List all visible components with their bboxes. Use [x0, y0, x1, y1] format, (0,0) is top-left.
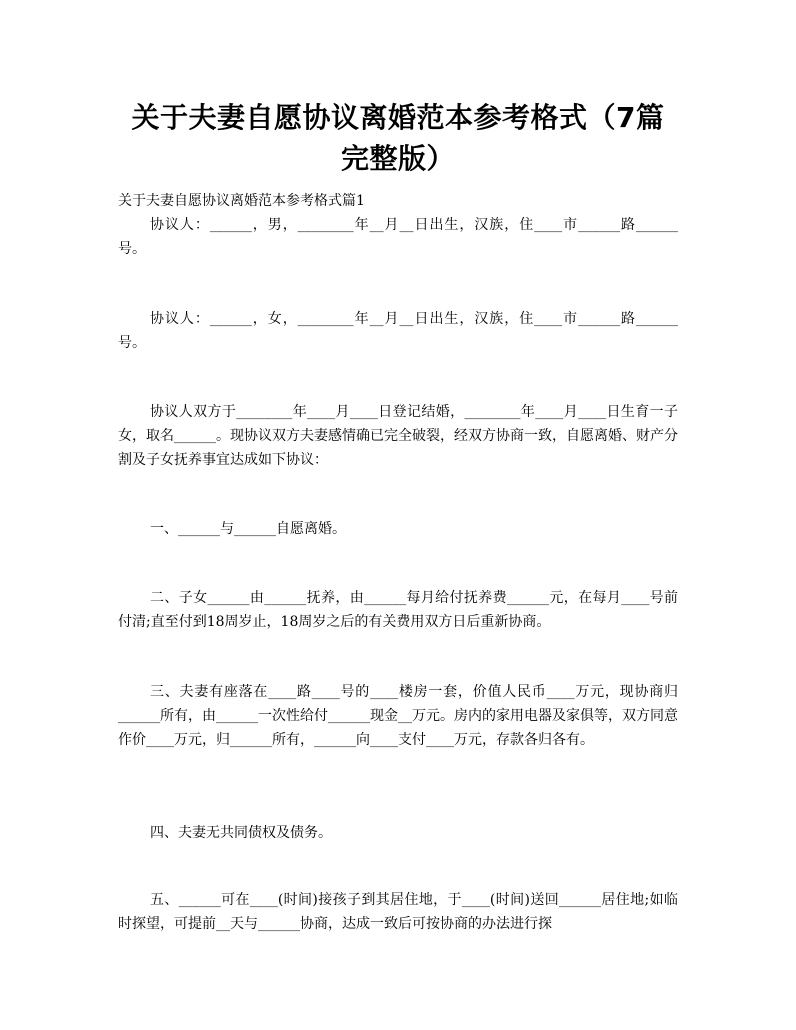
paragraph-clause-5: 五、______可在____(时间)接孩子到其居住地，于____(时间)送回______居住地;如临时探望，可提前__天与______协商，达成一致后可按协商的办法进行探 — [118, 892, 678, 932]
paragraph-marriage-info: 协议人双方于________年____月____日登记结婚，________年____月____日生育一子女，取名______。现协议双方夫妻感情确已完全破裂，经双方协商一致，自愿离婚、财产分割及子女抚养事宜达成如下协议： — [118, 404, 678, 468]
section-heading: 关于夫妻自愿协议离婚范本参考格式篇1 — [118, 193, 365, 209]
paragraph-clause-2: 二、子女______由______抚养，由______每月给付抚养费______元，在每月____号前付清;直至付到18周岁止，18周岁之后的有关费用双方日后重新协商。 — [118, 590, 678, 630]
document-title-line-2: 完整版） — [340, 142, 455, 175]
paragraph-party-male: 协议人：______，男，________年__月__日出生，汉族，住____市______路______号。 — [118, 217, 678, 257]
paragraph-clause-4: 四、夫妻无共同债权及债务。 — [150, 825, 332, 841]
paragraph-clause-1: 一、______与______自愿离婚。 — [150, 521, 346, 537]
paragraph-clause-3: 三、夫妻有座落在____路____号的____楼房一套，价值人民币____万元，现协商归______所有，由______一次性给付______现金__万元。房内的家用电器及家俱等，双方同意作价____万元，归______所有，______向____支付____万元，存款各归各有。 — [118, 684, 678, 748]
document-title-line-1: 关于夫妻自愿协议离婚范本参考格式（7篇 — [131, 101, 665, 134]
paragraph-party-female: 协议人：______，女，________年__月__日出生，汉族，住____市______路______号。 — [118, 311, 678, 351]
